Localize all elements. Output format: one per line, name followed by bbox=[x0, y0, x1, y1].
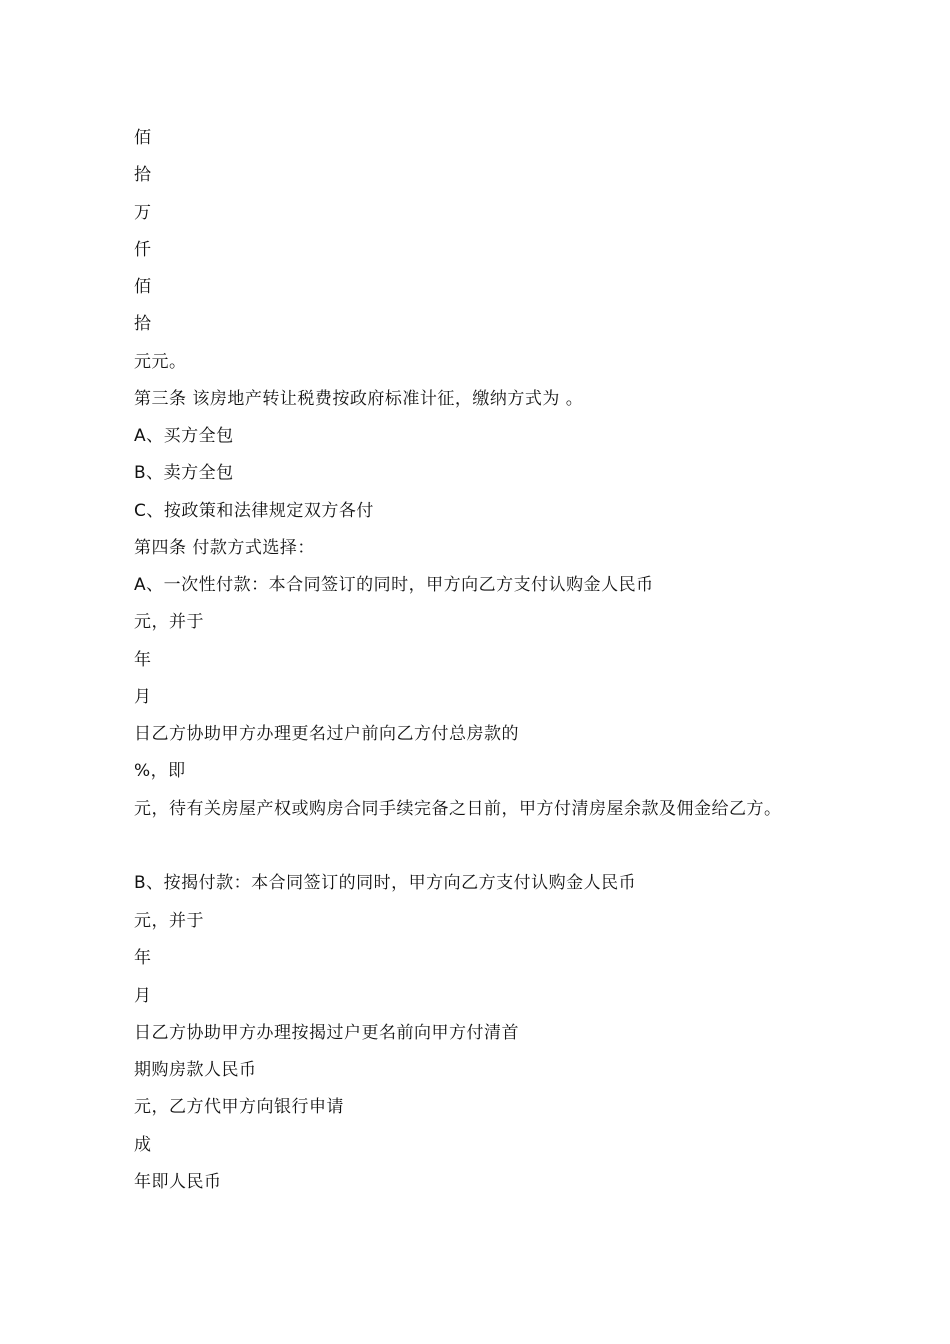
text-line: 月 bbox=[134, 986, 152, 1006]
payment-b-line: B、按揭付款：本合同签订的同时，甲方向乙方支付认购金人民币 bbox=[134, 873, 637, 893]
option-c-line: C、按政策和法律规定双方各付 bbox=[134, 501, 374, 521]
text-line: 佰 bbox=[134, 277, 152, 297]
text-line: 年即人民币 bbox=[134, 1172, 222, 1192]
text-line: 元，乙方代甲方向银行申请 bbox=[134, 1097, 344, 1117]
text-line: 期购房款人民币 bbox=[134, 1060, 257, 1080]
option-a-line: A、买方全包 bbox=[134, 426, 234, 446]
text-line: 佰 bbox=[134, 128, 152, 148]
text-line: 年 bbox=[134, 948, 152, 968]
text-line: %，即 bbox=[134, 761, 186, 781]
text-line: 日乙方协助甲方办理更名过户前向乙方付总房款的 bbox=[134, 724, 519, 744]
text-line: 元，待有关房屋产权或购房合同手续完备之日前，甲方付清房屋余款及佣金给乙方。 bbox=[134, 799, 782, 819]
text-line: 元，并于 bbox=[134, 911, 204, 931]
text-line: 成 bbox=[134, 1135, 152, 1155]
text-line: 年 bbox=[134, 650, 152, 670]
text-line: 拾 bbox=[134, 314, 152, 334]
payment-a-line: A、一次性付款：本合同签订的同时，甲方向乙方支付认购金人民币 bbox=[134, 575, 654, 595]
text-line: 月 bbox=[134, 687, 152, 707]
text-line: 元，并于 bbox=[134, 612, 204, 632]
text-line: 元元。 bbox=[134, 352, 187, 372]
text-line: 日乙方协助甲方办理按揭过户更名前向甲方付清首 bbox=[134, 1023, 519, 1043]
article-three-heading: 第三条 该房地产转让税费按政府标准计征，缴纳方式为 。 bbox=[134, 389, 584, 409]
text-line: 拾 bbox=[134, 165, 152, 185]
option-b-line: B、卖方全包 bbox=[134, 463, 234, 483]
article-four-heading: 第四条 付款方式选择： bbox=[134, 538, 315, 558]
text-line: 万 bbox=[134, 203, 152, 223]
text-line: 仟 bbox=[134, 240, 152, 260]
